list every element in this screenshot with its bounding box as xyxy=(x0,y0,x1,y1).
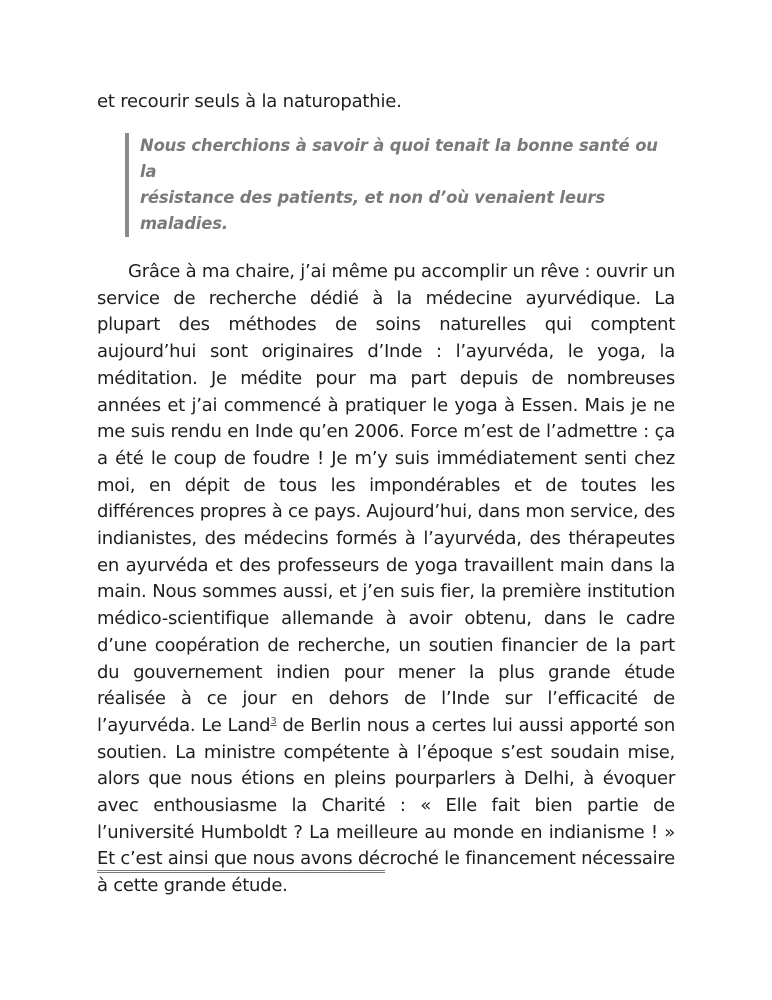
footnote-separator-rule xyxy=(97,870,385,873)
footnote-reference-link[interactable]: 3 xyxy=(270,715,277,727)
pull-quote xyxy=(125,133,675,237)
body-text-after-footnote: de Berlin nous a certes lui aussi apporté son soutien. La ministre compétente à l’époque s’est soudain mise, alors que nous étions en pleins pourparlers à Delhi, à évoquer avec enthousiasme la Charité : « Elle fait bien partie de l’université Humboldt ? La meilleure au monde en indianisme ! » Et c’est ainsi que nous avons décroché le financement nécessaire à cette grande étude. xyxy=(97,714,675,897)
page-content xyxy=(97,88,675,900)
pull-quote-line-1: Nous cherchions à savoir à quoi tenait la bonne santé ou la xyxy=(140,136,658,181)
pull-quote-line-2: résistance des patients, et non d’où venaient leurs maladies. xyxy=(140,188,605,233)
body-paragraph xyxy=(97,259,675,900)
continued-sentence: et recourir seuls à la naturopathie. xyxy=(97,91,402,112)
body-text-before-footnote: Grâce à ma chaire, j’ai même pu accomplir un rêve : ouvrir un service de recherche dédié à la médecine ayurvédique. La plupart des méthodes de soins naturelles qui comptent aujourd’hui sont originaires d’Inde : l’ayurvéda, le yoga, la méditation. Je médite pour ma part depuis de nombreuses années et j’ai commencé à pratiquer le yoga à Essen. Mais je ne me suis rendu en Inde qu’en 2006. Force m’est de l’admettre : ça a été le coup de foudre ! Je m’y suis immédiatement senti chez moi, en dépit de tous les impondérables et de toutes les différences propres à ce pays. Aujourd’hui, dans mon service, des indianistes, des médecins formés à l’ayurvéda, des thérapeutes en ayurvéda et des professeurs de yoga travaillent main dans la main. Nous sommes aussi, et j’en suis fier, la première institution médico-scientifique allemande à avoir obtenu, dans le cadre d’une coopération de recherche, un soutien financier de la part du gouvernement indien pour mener la plus grande étude réalisée à ce jour en dehors de l’Inde sur l’efficacité de l’ayurvéda. Le Land xyxy=(97,261,675,736)
